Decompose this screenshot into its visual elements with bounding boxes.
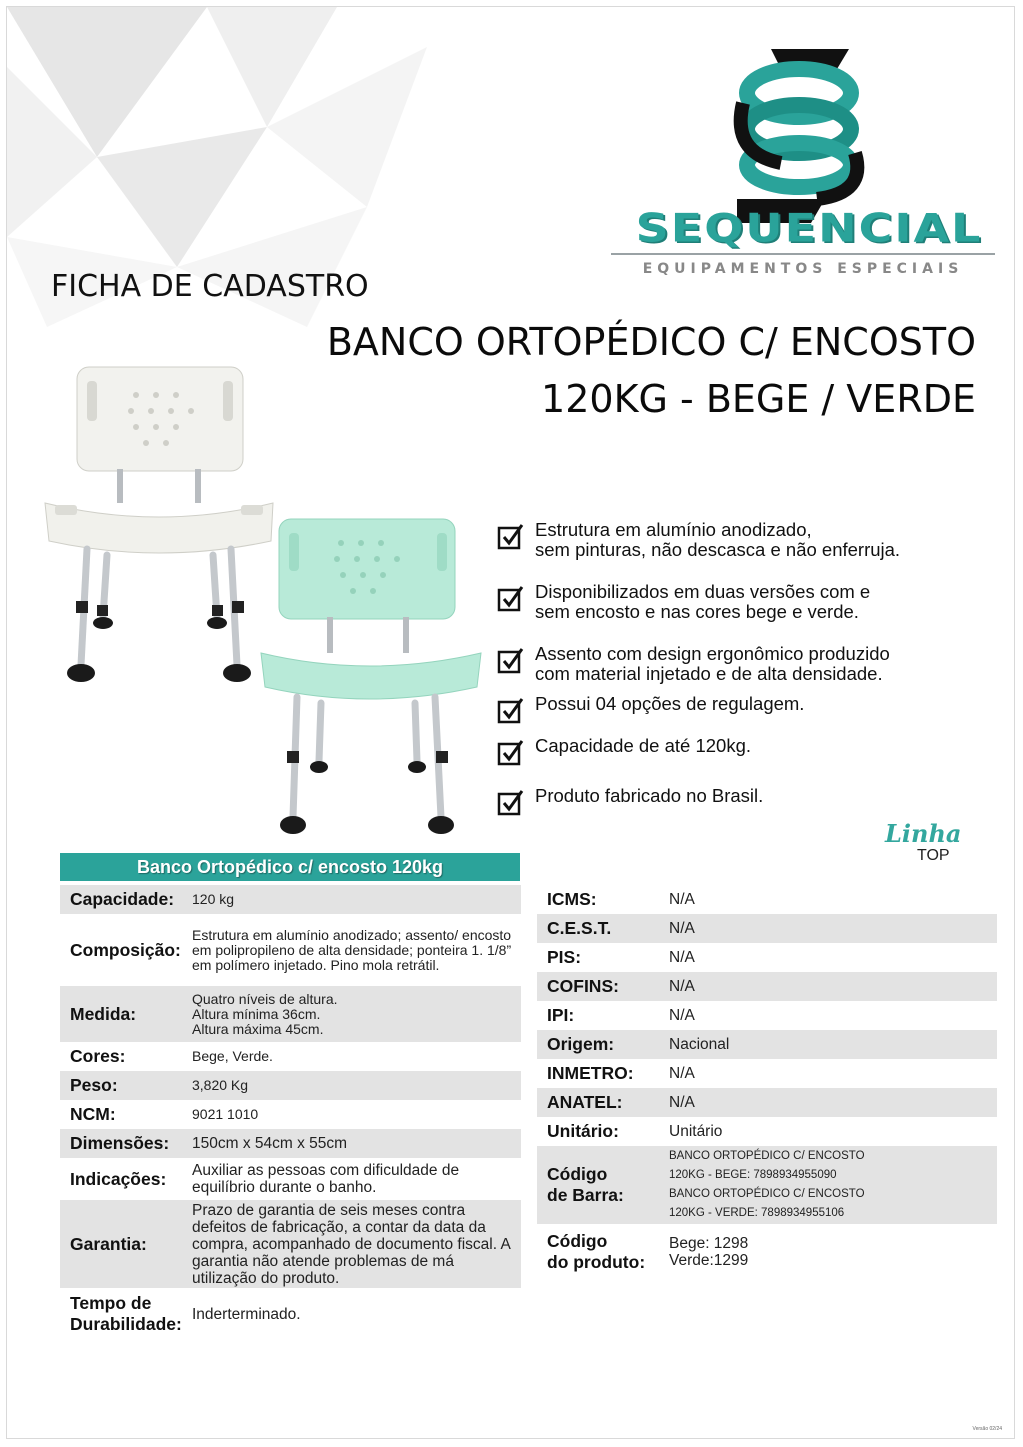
row-label: INMETRO: xyxy=(547,1063,634,1083)
feature-item xyxy=(497,644,1007,694)
barcode-line: 120KG - VERDE: 7898934955106 xyxy=(669,1207,845,1219)
checkbox-check-icon xyxy=(497,584,525,612)
label-line: Tempo de xyxy=(70,1293,152,1313)
table-row xyxy=(537,914,997,943)
row-label: NCM: xyxy=(70,1104,116,1124)
checkbox-check-icon xyxy=(497,522,525,550)
row-value: 3,820 Kg xyxy=(182,1071,521,1100)
table-row xyxy=(60,885,521,914)
table-row xyxy=(537,1030,997,1059)
row-value xyxy=(659,1224,997,1280)
linha-top-badge-script: Linha xyxy=(885,819,962,848)
label-line: Código xyxy=(547,1164,608,1184)
feature-line: Estrutura em alumínio anodizado, xyxy=(535,519,812,540)
brand-name: SEQUENCIAL xyxy=(635,205,983,251)
spec-table xyxy=(60,885,521,1340)
row-value: 150cm x 54cm x 55cm xyxy=(182,1129,521,1158)
row-label: PIS: xyxy=(547,947,582,967)
table-row xyxy=(537,1146,997,1224)
beige-chair-image xyxy=(41,365,281,695)
row-value: Bege, Verde. xyxy=(192,1048,273,1064)
product-title-line1: BANCO ORTOPÉDICO C/ ENCOSTO xyxy=(326,320,976,364)
feature-line: com material injetado e de alta densidade. xyxy=(535,663,883,684)
row-label: Medida: xyxy=(60,986,182,1042)
checkbox-check-icon xyxy=(497,788,525,816)
row-label: Peso: xyxy=(60,1071,182,1100)
value-line: Altura máxima 45cm. xyxy=(192,1020,324,1037)
feature-line: Disponibilizados em duas versões com e xyxy=(535,581,871,602)
row-label: ICMS: xyxy=(547,889,597,909)
row-value: N/A xyxy=(659,972,997,1001)
table-row xyxy=(537,943,997,972)
feature-item xyxy=(497,582,1007,644)
row-value: N/A xyxy=(669,1007,695,1024)
label-line: do produto: xyxy=(547,1252,646,1272)
row-value: Auxiliar as pessoas com dificuldade de equilíbrio durante o banho. xyxy=(192,1162,460,1196)
row-value: N/A xyxy=(659,914,997,943)
label-line: Durabilidade: xyxy=(70,1314,182,1334)
row-label xyxy=(537,1146,659,1224)
feature-line: Possui 04 opções de regulagem. xyxy=(535,693,805,714)
row-value: N/A xyxy=(669,891,695,908)
row-label: Garantia: xyxy=(60,1200,182,1288)
row-label: COFINS: xyxy=(537,972,659,1001)
row-label: Unitário: xyxy=(547,1121,619,1141)
page-frame xyxy=(6,6,1015,1439)
table-row xyxy=(537,1001,997,1030)
row-label: IPI: xyxy=(547,1005,575,1025)
row-label: C.E.S.T. xyxy=(537,914,659,943)
brand-divider xyxy=(611,253,995,255)
row-label: Cores: xyxy=(70,1046,126,1066)
feature-item xyxy=(497,736,1007,786)
row-value: Inderterminado. xyxy=(192,1305,301,1323)
version-label: Versão 02/24 xyxy=(972,1426,1002,1432)
tax-table xyxy=(537,885,997,1280)
table-row xyxy=(60,1071,521,1100)
product-title-line2: 120KG - BEGE / VERDE xyxy=(541,377,976,421)
value-line: Quatro níveis de altura. xyxy=(192,990,338,1007)
row-label: Capacidade: xyxy=(60,885,182,914)
value-line: Altura mínima 36cm. xyxy=(192,1005,321,1022)
row-value: Nacional xyxy=(659,1030,997,1059)
row-value: N/A xyxy=(669,949,695,966)
table-row xyxy=(60,1200,521,1288)
row-label: Dimensões: xyxy=(60,1129,182,1158)
table-row xyxy=(60,1100,521,1129)
feature-line: sem pinturas, não descasca e não enferruja. xyxy=(535,539,901,560)
feature-item xyxy=(497,786,1007,816)
table-row xyxy=(537,885,997,914)
table-row xyxy=(537,1117,997,1146)
row-value: N/A xyxy=(659,1088,997,1117)
feature-line: Produto fabricado no Brasil. xyxy=(535,785,764,806)
row-value: Unitário xyxy=(669,1123,723,1140)
table-row xyxy=(60,1129,521,1158)
row-value: Prazo de garantia de seis meses contra defeitos de fabricação, a contar da data da compra, acompanhado de documento fiscal. A garantia não atende problemas de má utilização do produto. xyxy=(182,1200,521,1288)
row-label: ANATEL: xyxy=(537,1088,659,1117)
row-label: Origem: xyxy=(537,1030,659,1059)
feature-item xyxy=(497,694,1007,736)
checkbox-check-icon xyxy=(497,696,525,724)
feature-line: Assento com design ergonômico produzido xyxy=(535,643,890,664)
feature-line: Capacidade de até 120kg. xyxy=(535,735,752,756)
checkbox-check-icon xyxy=(497,738,525,766)
table-row xyxy=(537,1059,997,1088)
row-value xyxy=(659,1146,997,1224)
table-row xyxy=(60,986,521,1042)
label-line: Código xyxy=(547,1231,608,1251)
table-row xyxy=(537,972,997,1001)
table-row xyxy=(60,1158,521,1200)
row-value: N/A xyxy=(669,1065,695,1082)
row-value: 120 kg xyxy=(182,885,521,914)
row-label: Composição: xyxy=(70,939,181,960)
value-line: Bege: 1298 xyxy=(669,1235,749,1252)
brand-subtitle: EQUIPAMENTOS ESPECIAIS xyxy=(642,261,964,277)
table-row xyxy=(537,1224,997,1280)
value-line: Verde:1299 xyxy=(669,1252,749,1269)
spec-table-title: Banco Ortopédico c/ encosto 120kg xyxy=(60,853,520,881)
feature-list xyxy=(497,520,1007,816)
row-value xyxy=(182,986,521,1042)
table-row xyxy=(60,1288,521,1340)
row-value: Estrutura em alumínio anodizado; assento/ encosto em polipropileno de alta densidade; ponteira 1. 1/8” em polímero injetado. Pino mola retrátil. xyxy=(192,926,512,973)
label-line: de Barra: xyxy=(547,1185,624,1205)
barcode-line: BANCO ORTOPÉDICO C/ ENCOSTO xyxy=(669,1188,865,1200)
barcode-line: BANCO ORTOPÉDICO C/ ENCOSTO xyxy=(669,1150,865,1162)
row-label: Indicações: xyxy=(70,1168,167,1189)
checkbox-check-icon xyxy=(497,646,525,674)
linha-top-badge-label: TOP xyxy=(917,847,950,864)
green-chair-image xyxy=(259,517,485,843)
barcode-line: 120KG - BEGE: 7898934955090 xyxy=(669,1169,837,1181)
document-type: FICHA DE CADASTRO xyxy=(51,269,369,304)
table-row xyxy=(60,914,521,986)
feature-item xyxy=(497,520,1007,582)
row-value: 9021 1010 xyxy=(192,1106,259,1122)
row-label xyxy=(60,1288,182,1340)
table-row xyxy=(60,1042,521,1071)
row-label xyxy=(537,1224,659,1280)
feature-line: sem encosto e nas cores bege e verde. xyxy=(535,601,859,622)
table-row xyxy=(537,1088,997,1117)
